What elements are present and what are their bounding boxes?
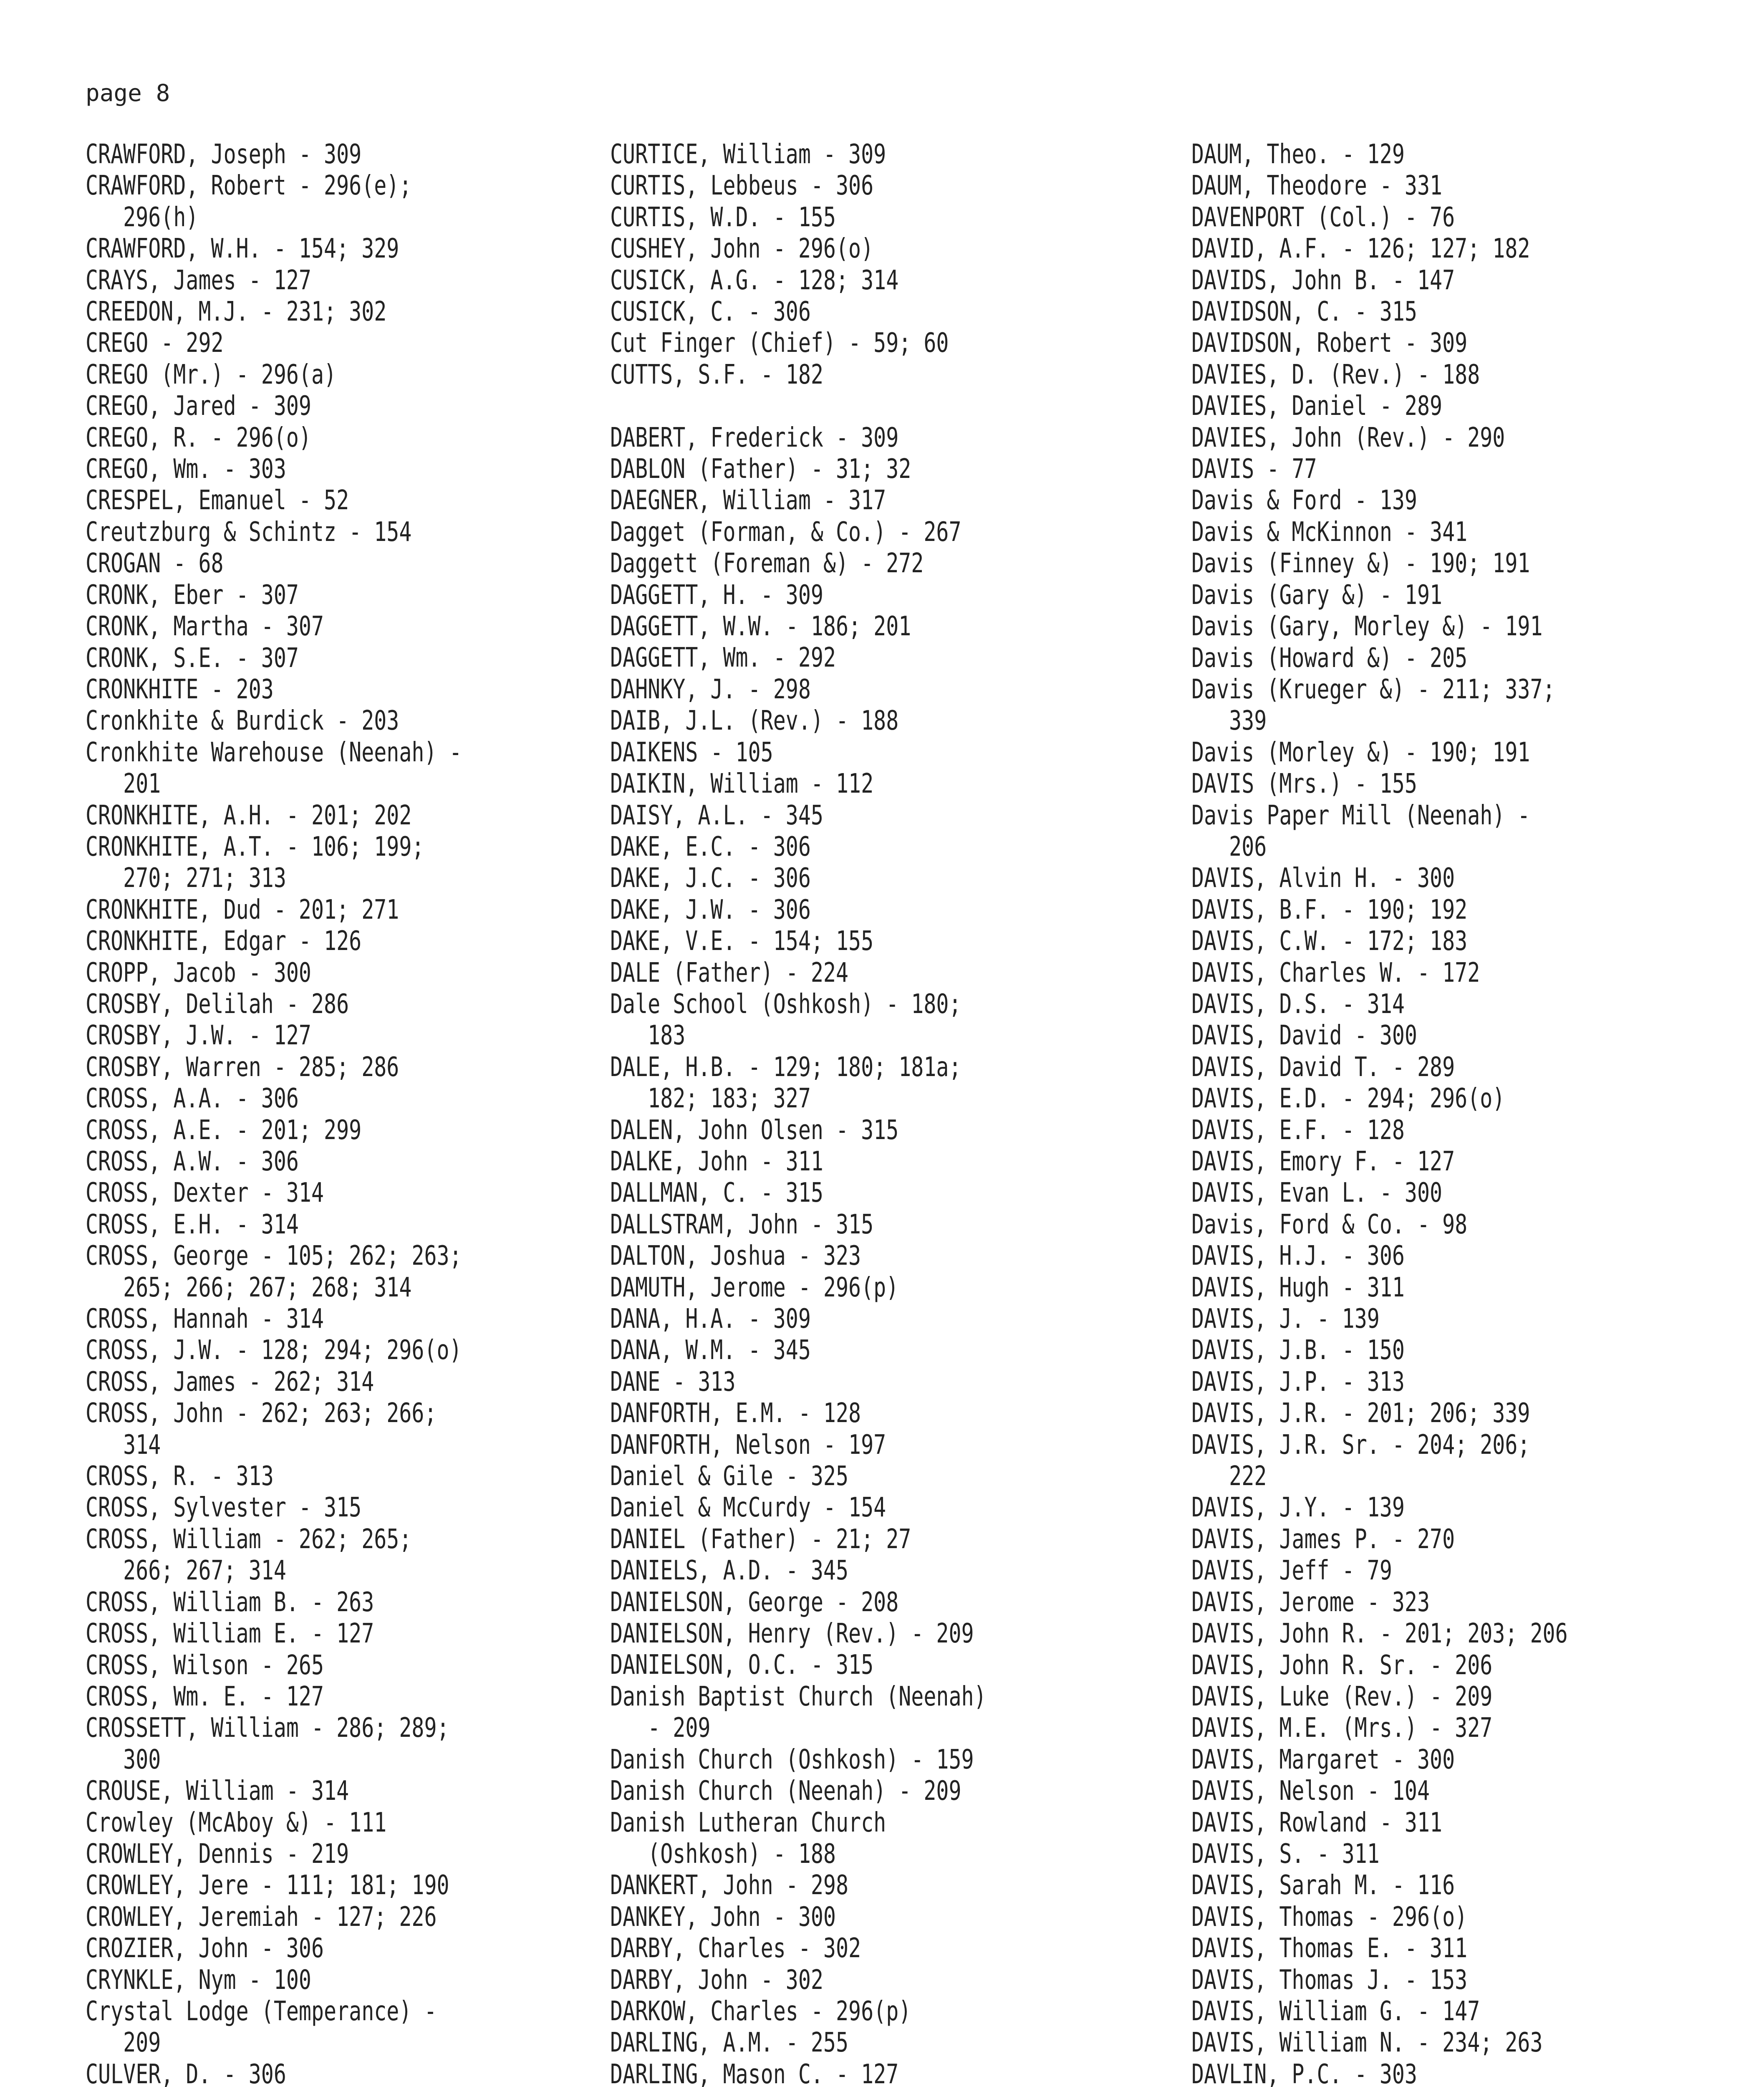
index-entry-continuation: - 209 bbox=[610, 1713, 711, 1744]
index-entry: DAIKENS - 105 bbox=[610, 737, 773, 768]
index-entry: DANFORTH, E.M. - 128 bbox=[610, 1398, 861, 1429]
index-entry: Davis, Ford & Co. - 98 bbox=[1191, 1209, 1468, 1240]
index-entry: DAUM, Theodore - 331 bbox=[1191, 170, 1443, 202]
index-entry: Davis Paper Mill (Neenah) - bbox=[1191, 800, 1530, 831]
index-entry: DARKOW, Charles - 296(p) bbox=[610, 1996, 911, 2027]
index-entry: CRONKHITE - 203 bbox=[86, 674, 274, 705]
index-entry: DALEN, John Olsen - 315 bbox=[610, 1114, 899, 1146]
index-entry: CRONK, Martha - 307 bbox=[86, 611, 324, 642]
index-entry: Daniel & McCurdy - 154 bbox=[610, 1492, 886, 1524]
index-entry: CROSS, E.H. - 314 bbox=[86, 1209, 299, 1240]
index-entry: DAVIS (Mrs.) - 155 bbox=[1191, 768, 1417, 800]
index-entry: DANIELSON, Henry (Rev.) - 209 bbox=[610, 1618, 974, 1650]
index-entry: DAKE, J.W. - 306 bbox=[610, 894, 811, 925]
index-entry: CROSS, William E. - 127 bbox=[86, 1618, 374, 1650]
index-entry: CROSS, William - 262; 265; bbox=[86, 1524, 412, 1555]
index-entry-continuation: (Oshkosh) - 188 bbox=[610, 1838, 836, 1870]
index-entry: DAVIES, John (Rev.) - 290 bbox=[1191, 422, 1505, 453]
index-spacer bbox=[610, 391, 987, 422]
index-entry: CRYNKLE, Nym - 100 bbox=[86, 1964, 311, 1996]
index-entry: DAVIS, J.R. Sr. - 204; 206; bbox=[1191, 1429, 1530, 1460]
index-entry: Cronkhite Warehouse (Neenah) - bbox=[86, 737, 462, 768]
index-entry: DAISY, A.L. - 345 bbox=[610, 800, 823, 831]
index-entry-continuation: 222 bbox=[1191, 1461, 1267, 1492]
index-entry: DANE - 313 bbox=[610, 1366, 736, 1397]
index-entry: CROWLEY, Jere - 111; 181; 190 bbox=[86, 1870, 449, 1901]
index-entry: CROSS, Wilson - 265 bbox=[86, 1650, 324, 1681]
index-entry: CRONK, Eber - 307 bbox=[86, 579, 299, 611]
index-entry-continuation: 270; 271; 313 bbox=[86, 863, 286, 894]
index-entry: DAVIDSON, Robert - 309 bbox=[1191, 328, 1468, 359]
index-entry: DAVIS, Thomas - 296(o) bbox=[1191, 1901, 1468, 1933]
index-entry: Dagget (Forman, & Co.) - 267 bbox=[610, 516, 961, 548]
index-entry: DAVID, A.F. - 126; 127; 182 bbox=[1191, 233, 1530, 265]
index-entry: DABLON (Father) - 31; 32 bbox=[610, 454, 911, 485]
index-column-1 bbox=[86, 139, 462, 2087]
index-entry: Cronkhite & Burdick - 203 bbox=[86, 705, 399, 737]
index-entry: DAVIS, Sarah M. - 116 bbox=[1191, 1870, 1455, 1901]
index-entry-continuation: 296(h) bbox=[86, 202, 199, 233]
index-entry: Cut Finger (Chief) - 59; 60 bbox=[610, 328, 949, 359]
index-entry: DAHNKY, J. - 298 bbox=[610, 674, 811, 705]
index-entry: DALE, H.B. - 129; 180; 181a; bbox=[610, 1051, 961, 1083]
index-entry: Creutzburg & Schintz - 154 bbox=[86, 516, 412, 548]
index-entry: DAVIS, J.R. - 201; 206; 339 bbox=[1191, 1398, 1530, 1429]
index-entry: DAIKIN, William - 112 bbox=[610, 768, 874, 800]
index-entry-continuation: 314 bbox=[86, 1429, 161, 1460]
index-entry: Davis (Howard &) - 205 bbox=[1191, 642, 1468, 674]
index-entry: CRAWFORD, Joseph - 309 bbox=[86, 139, 362, 170]
index-entry: Danish Lutheran Church bbox=[610, 1807, 886, 1838]
index-entry-continuation: 206 bbox=[1191, 831, 1267, 862]
index-entry: CROWLEY, Jeremiah - 127; 226 bbox=[86, 1901, 437, 1933]
index-entry: Daggett (Foreman &) - 272 bbox=[610, 548, 924, 579]
index-entry: DANIELSON, O.C. - 315 bbox=[610, 1650, 874, 1681]
index-entry: DAVIS, Thomas J. - 153 bbox=[1191, 1964, 1468, 1996]
index-entry: DAVIS, E.D. - 294; 296(o) bbox=[1191, 1083, 1505, 1114]
index-entry: CROSBY, Warren - 285; 286 bbox=[86, 1051, 399, 1083]
index-entry: DANKERT, John - 298 bbox=[610, 1870, 849, 1901]
index-entry: DAVIDSON, C. - 315 bbox=[1191, 296, 1417, 328]
index-entry-continuation: 183 bbox=[610, 1020, 686, 1051]
index-entry: DAVIS, William N. - 234; 263 bbox=[1191, 2027, 1543, 2059]
index-entry: DARLING, A.M. - 255 bbox=[610, 2027, 849, 2059]
index-column-2 bbox=[610, 139, 987, 2087]
index-entry: CROSS, Sylvester - 315 bbox=[86, 1492, 362, 1524]
index-entry: CROSS, A.W. - 306 bbox=[86, 1146, 299, 1177]
index-entry: CROSBY, Delilah - 286 bbox=[86, 988, 349, 1020]
index-entry: CREGO, R. - 296(o) bbox=[86, 422, 311, 453]
index-entry: DANA, H.A. - 309 bbox=[610, 1304, 811, 1335]
index-entry: DAVIS, C.W. - 172; 183 bbox=[1191, 926, 1468, 957]
index-entry: DAVIS, M.E. (Mrs.) - 327 bbox=[1191, 1713, 1493, 1744]
index-entry: DAKE, J.C. - 306 bbox=[610, 863, 811, 894]
index-entry-continuation: 182; 183; 327 bbox=[610, 1083, 811, 1114]
index-entry: CROSS, A.A. - 306 bbox=[86, 1083, 299, 1114]
index-entry: Crystal Lodge (Temperance) - bbox=[86, 1996, 437, 2027]
index-entry: DAVIES, D. (Rev.) - 188 bbox=[1191, 359, 1480, 390]
index-entry: DALLMAN, C. - 315 bbox=[610, 1177, 823, 1209]
index-entry: CULVER, D. - 306 bbox=[86, 2059, 286, 2087]
index-entry: DALLSTRAM, John - 315 bbox=[610, 1209, 874, 1240]
index-entry: DANIELSON, George - 208 bbox=[610, 1587, 899, 1618]
index-entry: CUSICK, C. - 306 bbox=[610, 296, 811, 328]
index-entry: DAGGETT, H. - 309 bbox=[610, 579, 823, 611]
index-entry-continuation: 339 bbox=[1191, 705, 1267, 737]
index-entry: DAGGETT, W.W. - 186; 201 bbox=[610, 611, 911, 642]
index-entry: DAVIS, J.Y. - 139 bbox=[1191, 1492, 1405, 1524]
index-entry-continuation: 265; 266; 267; 268; 314 bbox=[86, 1272, 412, 1303]
index-entry: CRESPEL, Emanuel - 52 bbox=[86, 485, 349, 516]
index-entry: DAIB, J.L. (Rev.) - 188 bbox=[610, 705, 899, 737]
index-entry: DAVIS, Nelson - 104 bbox=[1191, 1776, 1430, 1807]
index-entry: CRONK, S.E. - 307 bbox=[86, 642, 299, 674]
index-entry: Daniel & Gile - 325 bbox=[610, 1461, 849, 1492]
index-entry: CUSICK, A.G. - 128; 314 bbox=[610, 265, 899, 296]
index-entry: DAVIS, E.F. - 128 bbox=[1191, 1114, 1405, 1146]
index-entry: Danish Baptist Church (Neenah) bbox=[610, 1681, 987, 1712]
index-entry: CRAWFORD, W.H. - 154; 329 bbox=[86, 233, 399, 265]
index-entry: DANFORTH, Nelson - 197 bbox=[610, 1429, 886, 1460]
index-entry: CROWLEY, Dennis - 219 bbox=[86, 1838, 349, 1870]
index-entry: Davis (Krueger &) - 211; 337; bbox=[1191, 674, 1555, 705]
index-entry: DAVIS, Alvin H. - 300 bbox=[1191, 863, 1455, 894]
index-entry: CROSS, William B. - 263 bbox=[86, 1587, 374, 1618]
index-entry: CROGAN - 68 bbox=[86, 548, 224, 579]
index-entry: CURTIS, W.D. - 155 bbox=[610, 202, 836, 233]
index-entry: CROSS, Wm. E. - 127 bbox=[86, 1681, 324, 1712]
index-entry: DAVIS, John R. - 201; 203; 206 bbox=[1191, 1618, 1568, 1650]
index-entry: CROSBY, J.W. - 127 bbox=[86, 1020, 311, 1051]
index-entry: DAVIS, B.F. - 190; 192 bbox=[1191, 894, 1468, 925]
index-entry: CROSS, James - 262; 314 bbox=[86, 1366, 374, 1397]
index-entry: CRAYS, James - 127 bbox=[86, 265, 311, 296]
index-entry: CRAWFORD, Robert - 296(e); bbox=[86, 170, 412, 202]
index-entry: DAVIES, Daniel - 289 bbox=[1191, 391, 1443, 422]
index-entry: CREGO, Jared - 309 bbox=[86, 391, 311, 422]
index-entry: DAVLIN, P.C. - 303 bbox=[1191, 2059, 1417, 2087]
index-entry: CROSSETT, William - 286; 289; bbox=[86, 1713, 449, 1744]
index-entry: DALTON, Joshua - 323 bbox=[610, 1241, 861, 1272]
index-entry: DARLING, Mason C. - 127 bbox=[610, 2059, 899, 2087]
index-entry: CREGO - 292 bbox=[86, 328, 224, 359]
index-entry: DAVIS, Emory F. - 127 bbox=[1191, 1146, 1455, 1177]
index-entry: DAKE, V.E. - 154; 155 bbox=[610, 926, 874, 957]
index-entry: DAVIS, John R. Sr. - 206 bbox=[1191, 1650, 1493, 1681]
index-entry: Danish Church (Oshkosh) - 159 bbox=[610, 1744, 974, 1775]
index-entry: CROSS, George - 105; 262; 263; bbox=[86, 1241, 462, 1272]
index-entry: CREEDON, M.J. - 231; 302 bbox=[86, 296, 387, 328]
index-entry-continuation: 209 bbox=[86, 2027, 161, 2059]
index-entry: DANA, W.M. - 345 bbox=[610, 1335, 811, 1366]
index-entry: DANIELS, A.D. - 345 bbox=[610, 1555, 849, 1587]
index-entry: DAVIS, Jerome - 323 bbox=[1191, 1587, 1430, 1618]
index-entry: DAEGNER, William - 317 bbox=[610, 485, 886, 516]
index-entry: DAVIS, J. - 139 bbox=[1191, 1304, 1380, 1335]
index-entry: DAMUTH, Jerome - 296(p) bbox=[610, 1272, 899, 1303]
index-entry: CREGO, Wm. - 303 bbox=[86, 454, 286, 485]
index-entry: CRONKHITE, Dud - 201; 271 bbox=[86, 894, 399, 925]
index-entry: DAVIS, Luke (Rev.) - 209 bbox=[1191, 1681, 1493, 1712]
index-entry: DAVIS, David - 300 bbox=[1191, 1020, 1417, 1051]
index-entry: DAVIS, William G. - 147 bbox=[1191, 1996, 1480, 2027]
index-entry: DALKE, John - 311 bbox=[610, 1146, 823, 1177]
index-entry: DAVIS, Rowland - 311 bbox=[1191, 1807, 1443, 1838]
index-entry: Davis & Ford - 139 bbox=[1191, 485, 1417, 516]
index-entry: DAGGETT, Wm. - 292 bbox=[610, 642, 836, 674]
index-entry: Davis (Gary, Morley &) - 191 bbox=[1191, 611, 1543, 642]
index-entry-continuation: 300 bbox=[86, 1744, 161, 1775]
index-entry: DARBY, Charles - 302 bbox=[610, 1933, 861, 1964]
index-entry: DAVIS, Jeff - 79 bbox=[1191, 1555, 1392, 1587]
index-entry: CROUSE, William - 314 bbox=[86, 1776, 349, 1807]
index-entry: DAVIS - 77 bbox=[1191, 454, 1317, 485]
index-entry: DAVIS, Charles W. - 172 bbox=[1191, 957, 1480, 988]
index-entry: DAVIS, D.S. - 314 bbox=[1191, 988, 1405, 1020]
index-entry: DAVIS, Margaret - 300 bbox=[1191, 1744, 1455, 1775]
index-entry: CUTTS, S.F. - 182 bbox=[610, 359, 823, 390]
index-entry: CROSS, John - 262; 263; 266; bbox=[86, 1398, 437, 1429]
index-entry: CROSS, Hannah - 314 bbox=[86, 1304, 324, 1335]
index-column-3 bbox=[1191, 139, 1568, 2087]
index-entry: DAVENPORT (Col.) - 76 bbox=[1191, 202, 1455, 233]
index-entry: DAVIS, Thomas E. - 311 bbox=[1191, 1933, 1468, 1964]
index-entry: DAVIS, J.P. - 313 bbox=[1191, 1366, 1405, 1397]
index-entry-continuation: 201 bbox=[86, 768, 161, 800]
index-entry: DAVIS, David T. - 289 bbox=[1191, 1051, 1455, 1083]
page-number: page 8 bbox=[86, 80, 170, 107]
index-entry: Davis (Finney &) - 190; 191 bbox=[1191, 548, 1530, 579]
index-entry: DAVIS, J.B. - 150 bbox=[1191, 1335, 1405, 1366]
index-entry: DALE (Father) - 224 bbox=[610, 957, 849, 988]
index-entry: CROPP, Jacob - 300 bbox=[86, 957, 311, 988]
index-entry: CURTIS, Lebbeus - 306 bbox=[610, 170, 874, 202]
index-entry: Davis (Morley &) - 190; 191 bbox=[1191, 737, 1530, 768]
index-entry: CROZIER, John - 306 bbox=[86, 1933, 324, 1964]
index-entry: DARBY, John - 302 bbox=[610, 1964, 823, 1996]
index-entry: DANIEL (Father) - 21; 27 bbox=[610, 1524, 911, 1555]
index-entry: DAVIS, H.J. - 306 bbox=[1191, 1241, 1405, 1272]
index-entry: DAVIDS, John B. - 147 bbox=[1191, 265, 1455, 296]
index-entry: CRONKHITE, A.T. - 106; 199; bbox=[86, 831, 424, 862]
index-entry: CRONKHITE, A.H. - 201; 202 bbox=[86, 800, 412, 831]
index-entry: DAKE, E.C. - 306 bbox=[610, 831, 811, 862]
index-entry: Davis (Gary &) - 191 bbox=[1191, 579, 1443, 611]
index-entry: CROSS, J.W. - 128; 294; 296(o) bbox=[86, 1335, 462, 1366]
index-entry: CUSHEY, John - 296(o) bbox=[610, 233, 874, 265]
index-entry: DAVIS, Hugh - 311 bbox=[1191, 1272, 1405, 1303]
index-entry: Dale School (Oshkosh) - 180; bbox=[610, 988, 961, 1020]
index-entry: DAVIS, James P. - 270 bbox=[1191, 1524, 1455, 1555]
index-entry: DABERT, Frederick - 309 bbox=[610, 422, 899, 453]
index-entry-continuation: 266; 267; 314 bbox=[86, 1555, 286, 1587]
index-entry: DAVIS, Evan L. - 300 bbox=[1191, 1177, 1443, 1209]
index-entry: Danish Church (Neenah) - 209 bbox=[610, 1776, 961, 1807]
index-entry: DAVIS, S. - 311 bbox=[1191, 1838, 1380, 1870]
index-entry: CREGO (Mr.) - 296(a) bbox=[86, 359, 337, 390]
index-entry: Davis & McKinnon - 341 bbox=[1191, 516, 1468, 548]
index-entry: DAUM, Theo. - 129 bbox=[1191, 139, 1405, 170]
index-entry: Crowley (McAboy &) - 111 bbox=[86, 1807, 387, 1838]
index-entry: CROSS, R. - 313 bbox=[86, 1461, 274, 1492]
index-entry: CROSS, A.E. - 201; 299 bbox=[86, 1114, 362, 1146]
index-entry: DANKEY, John - 300 bbox=[610, 1901, 836, 1933]
index-entry: CRONKHITE, Edgar - 126 bbox=[86, 926, 362, 957]
index-entry: CURTICE, William - 309 bbox=[610, 139, 886, 170]
index-entry: CROSS, Dexter - 314 bbox=[86, 1177, 324, 1209]
